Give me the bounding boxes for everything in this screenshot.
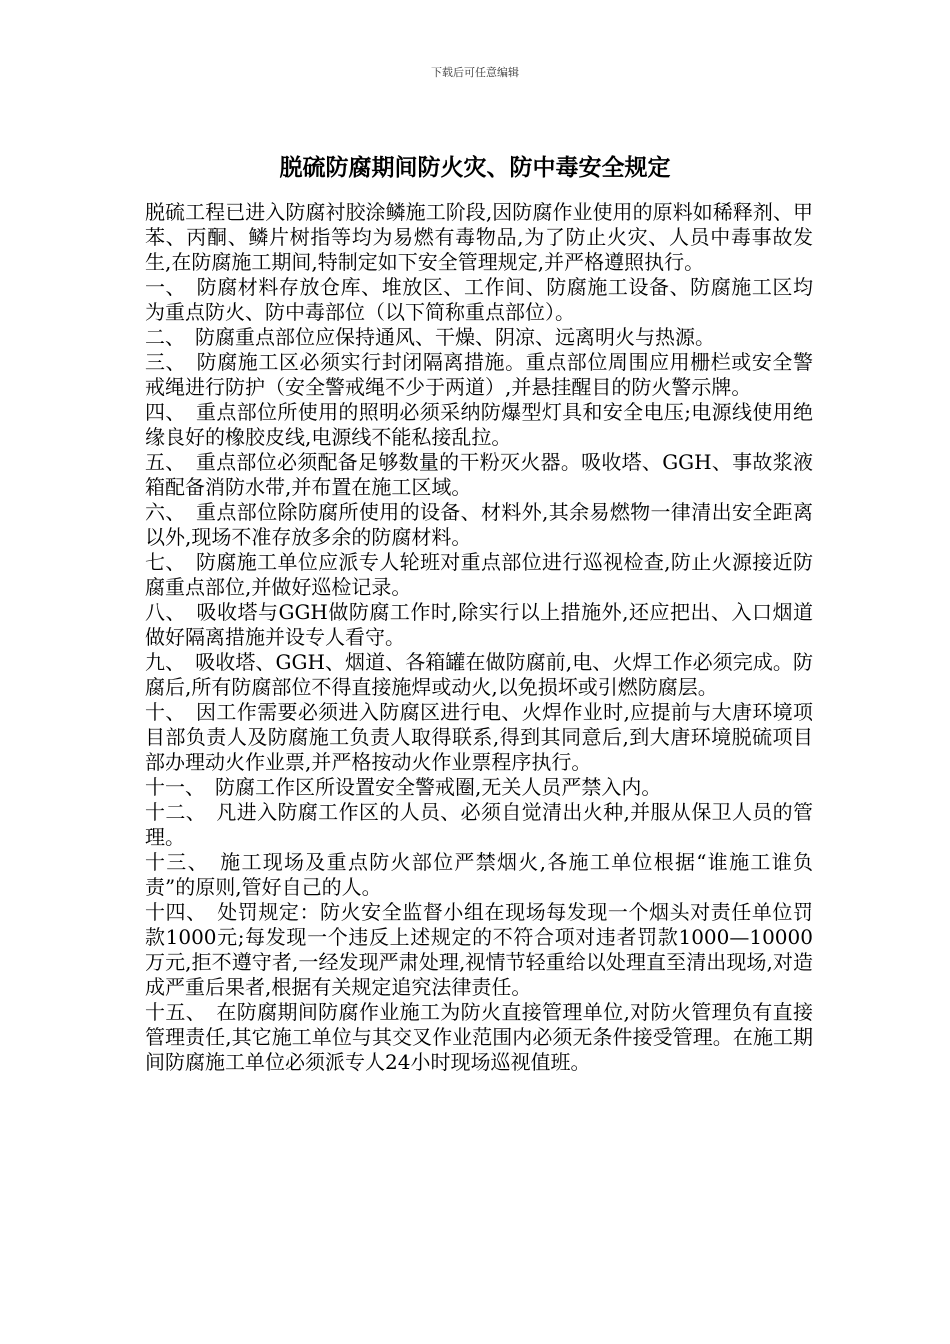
clause-5: 五、 重点部位必须配备足够数量的干粉灭火器。吸收塔、GGH、事故浆液箱配备消防水带,并布置在施工区域。 — [145, 450, 813, 499]
clause-1: 一、 防腐材料存放仓库、堆放区、工作间、防腐施工设备、防腐施工区均为重点防火、防中毒部位（以下简称重点部位）。 — [145, 275, 813, 324]
clause-7: 七、 防腐施工单位应派专人轮班对重点部位进行巡视检查,防止火源接近防腐重点部位,并做好巡检记录。 — [145, 550, 813, 599]
clause-3: 三、 防腐施工区必须实行封闭隔离措施。重点部位周围应用栅栏或安全警戒绳进行防护（安全警戒绳不少于两道）,并悬挂醒目的防火警示牌。 — [145, 350, 813, 399]
clause-13: 十三、 施工现场及重点防火部位严禁烟火,各施工单位根据“谁施工谁负责”的原则,管好自己的人。 — [145, 850, 813, 899]
document-body — [145, 200, 813, 1075]
document-title: 脱硫防腐期间防火灾、防中毒安全规定 — [279, 154, 671, 181]
clause-6: 六、 重点部位除防腐所使用的设备、材料外,其余易燃物一律清出安全距离以外,现场不准存放多余的防腐材料。 — [145, 500, 813, 549]
clause-8: 八、 吸收塔与GGH做防腐工作时,除实行以上措施外,还应把出、入口烟道做好隔离措施并设专人看守。 — [145, 600, 813, 649]
clause-10: 十、 因工作需要必须进入防腐区进行电、火焊作业时,应提前与大唐环境项目部负责人及防腐施工负责人取得联系,得到其同意后,到大唐环境脱硫项目部办理动火作业票,并严格按动火作业票程序执行。 — [145, 700, 813, 774]
clause-12: 十二、 凡进入防腐工作区的人员、必须自觉清出火种,并服从保卫人员的管理。 — [145, 800, 813, 849]
clause-2: 二、 防腐重点部位应保持通风、干燥、阴凉、远离明火与热源。 — [145, 325, 715, 349]
clause-9: 九、 吸收塔、GGH、烟道、各箱罐在做防腐前,电、火焊工作必须完成。防腐后,所有防腐部位不得直接施焊或动火,以免损坏或引燃防腐层。 — [145, 650, 813, 699]
clause-15: 十五、 在防腐期间防腐作业施工为防火直接管理单位,对防火管理负有直接管理责任,其它施工单位与其交叉作业范围内必须无条件接受管理。在施工期间防腐施工单位必须派专人24小时现场巡视值班。 — [145, 1000, 813, 1074]
intro-paragraph: 脱硫工程已进入防腐衬胶涂鳞施工阶段,因防腐作业使用的原料如稀释剂、甲苯、丙酮、鳞片树指等均为易燃有毒物品,为了防止火灾、人员中毒事故发生,在防腐施工期间,特制定如下安全管理规定,并严格遵照执行。 — [145, 200, 813, 274]
clause-11: 十一、 防腐工作区所设置安全警戒圈,无关人员严禁入内。 — [145, 775, 662, 799]
header-note: 下载后可任意编辑 — [431, 66, 519, 79]
clause-14: 十四、 处罚规定：防火安全监督小组在现场每发现一个烟头对责任单位罚款1000元;每发现一个违反上述规定的不符合项对违者罚款1000—10000万元,拒不遵守者,一经发现严肃处理,视情节轻重给以处理直至清出现场,对造成严重后果者,根据有关规定追究法律责任。 — [145, 900, 813, 999]
clause-4: 四、 重点部位所使用的照明必须采纳防爆型灯具和安全电压;电源线使用绝缘良好的橡胶皮线,电源线不能私接乱拉。 — [145, 400, 813, 449]
